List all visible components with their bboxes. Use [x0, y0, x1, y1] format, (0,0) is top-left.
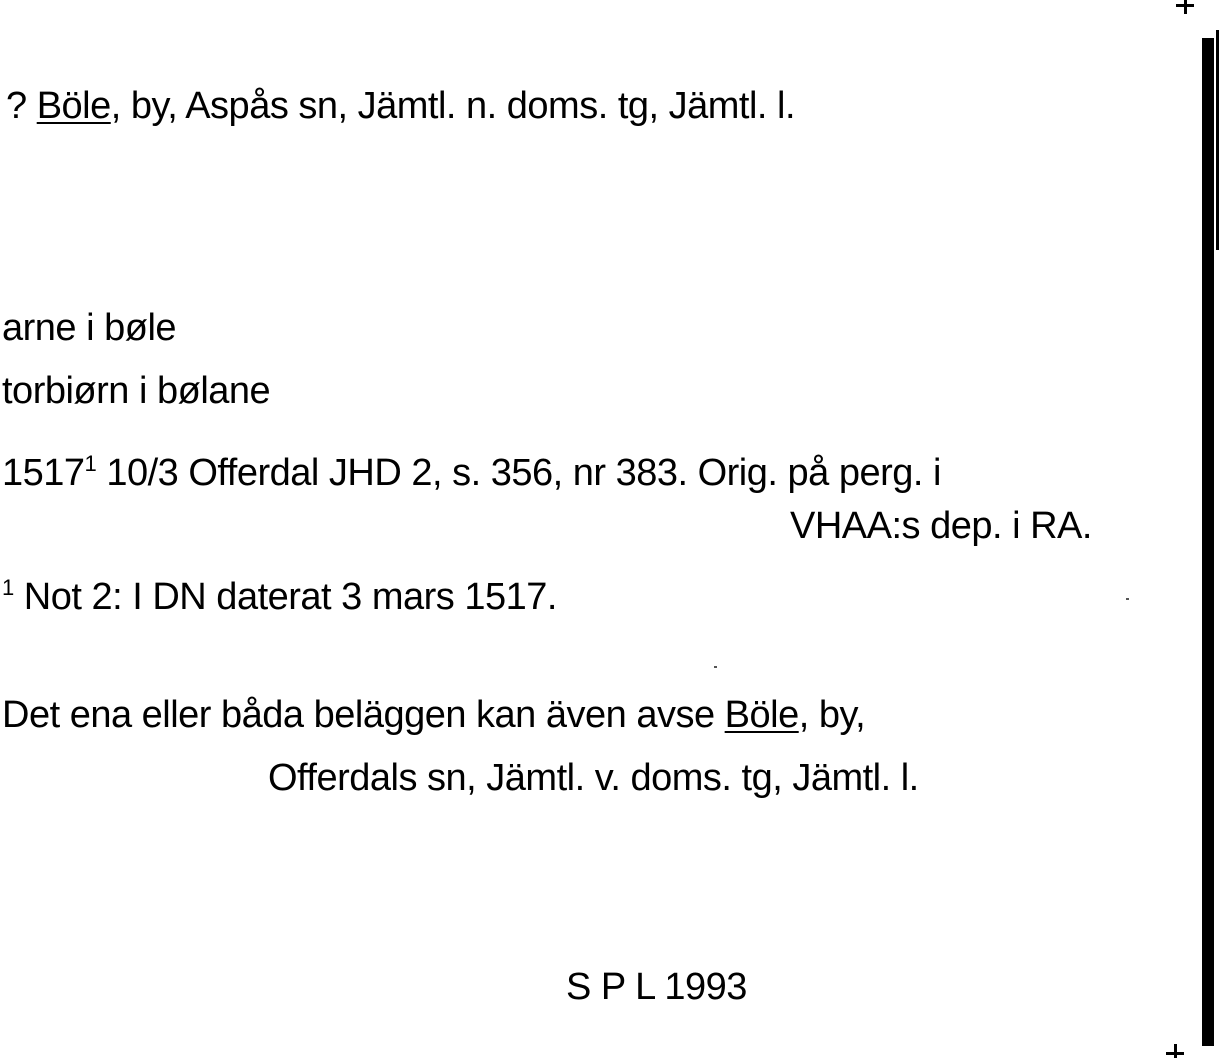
footnote: [2, 566, 557, 619]
footnote-marker: 1: [2, 575, 14, 600]
heading-line: [6, 84, 795, 128]
comment-continuation-text: Offerdals sn, Jämtl. v. doms. tg, Jämtl. l.: [268, 757, 919, 799]
source-continuation: [790, 504, 1092, 548]
scan-speck: [1126, 598, 1129, 600]
comment-place-name: Böle: [724, 694, 799, 736]
heading-prefix: ?: [6, 85, 37, 127]
signature: [566, 965, 747, 1009]
entry-torbiorn: [2, 369, 270, 413]
comment-line: [2, 693, 865, 737]
entry-text: arne i bøle: [2, 307, 177, 349]
comment-continuation: [268, 756, 919, 800]
source-reference: [2, 442, 941, 495]
entry-text: torbiørn i bølane: [2, 370, 271, 412]
source-details: 10/3 Offerdal JHD 2, s. 356, nr 383. Orig. på perg. i: [96, 452, 941, 494]
comment-post: , by,: [798, 694, 866, 736]
top-corner-mark-stem: [1184, 0, 1187, 14]
source-note-marker: 1: [84, 451, 97, 476]
entry-arne: [2, 306, 176, 350]
footnote-text: Not 2: I DN daterat 3 mars 1517.: [13, 576, 557, 618]
bottom-corner-mark-stem: [1174, 1044, 1177, 1058]
source-year: 1517: [2, 452, 85, 494]
right-border-rule: [1202, 38, 1214, 1046]
source-continuation-text: VHAA:s dep. i RA.: [790, 505, 1092, 547]
scan-speck: [714, 666, 717, 668]
heading-place-name: Böle: [36, 85, 111, 127]
signature-text: S P L 1993: [566, 966, 747, 1008]
comment-pre: Det ena eller båda beläggen kan även avse: [2, 694, 725, 736]
heading-details: , by, Aspås sn, Jämtl. n. doms. tg, Jämtl. l.: [110, 85, 796, 127]
